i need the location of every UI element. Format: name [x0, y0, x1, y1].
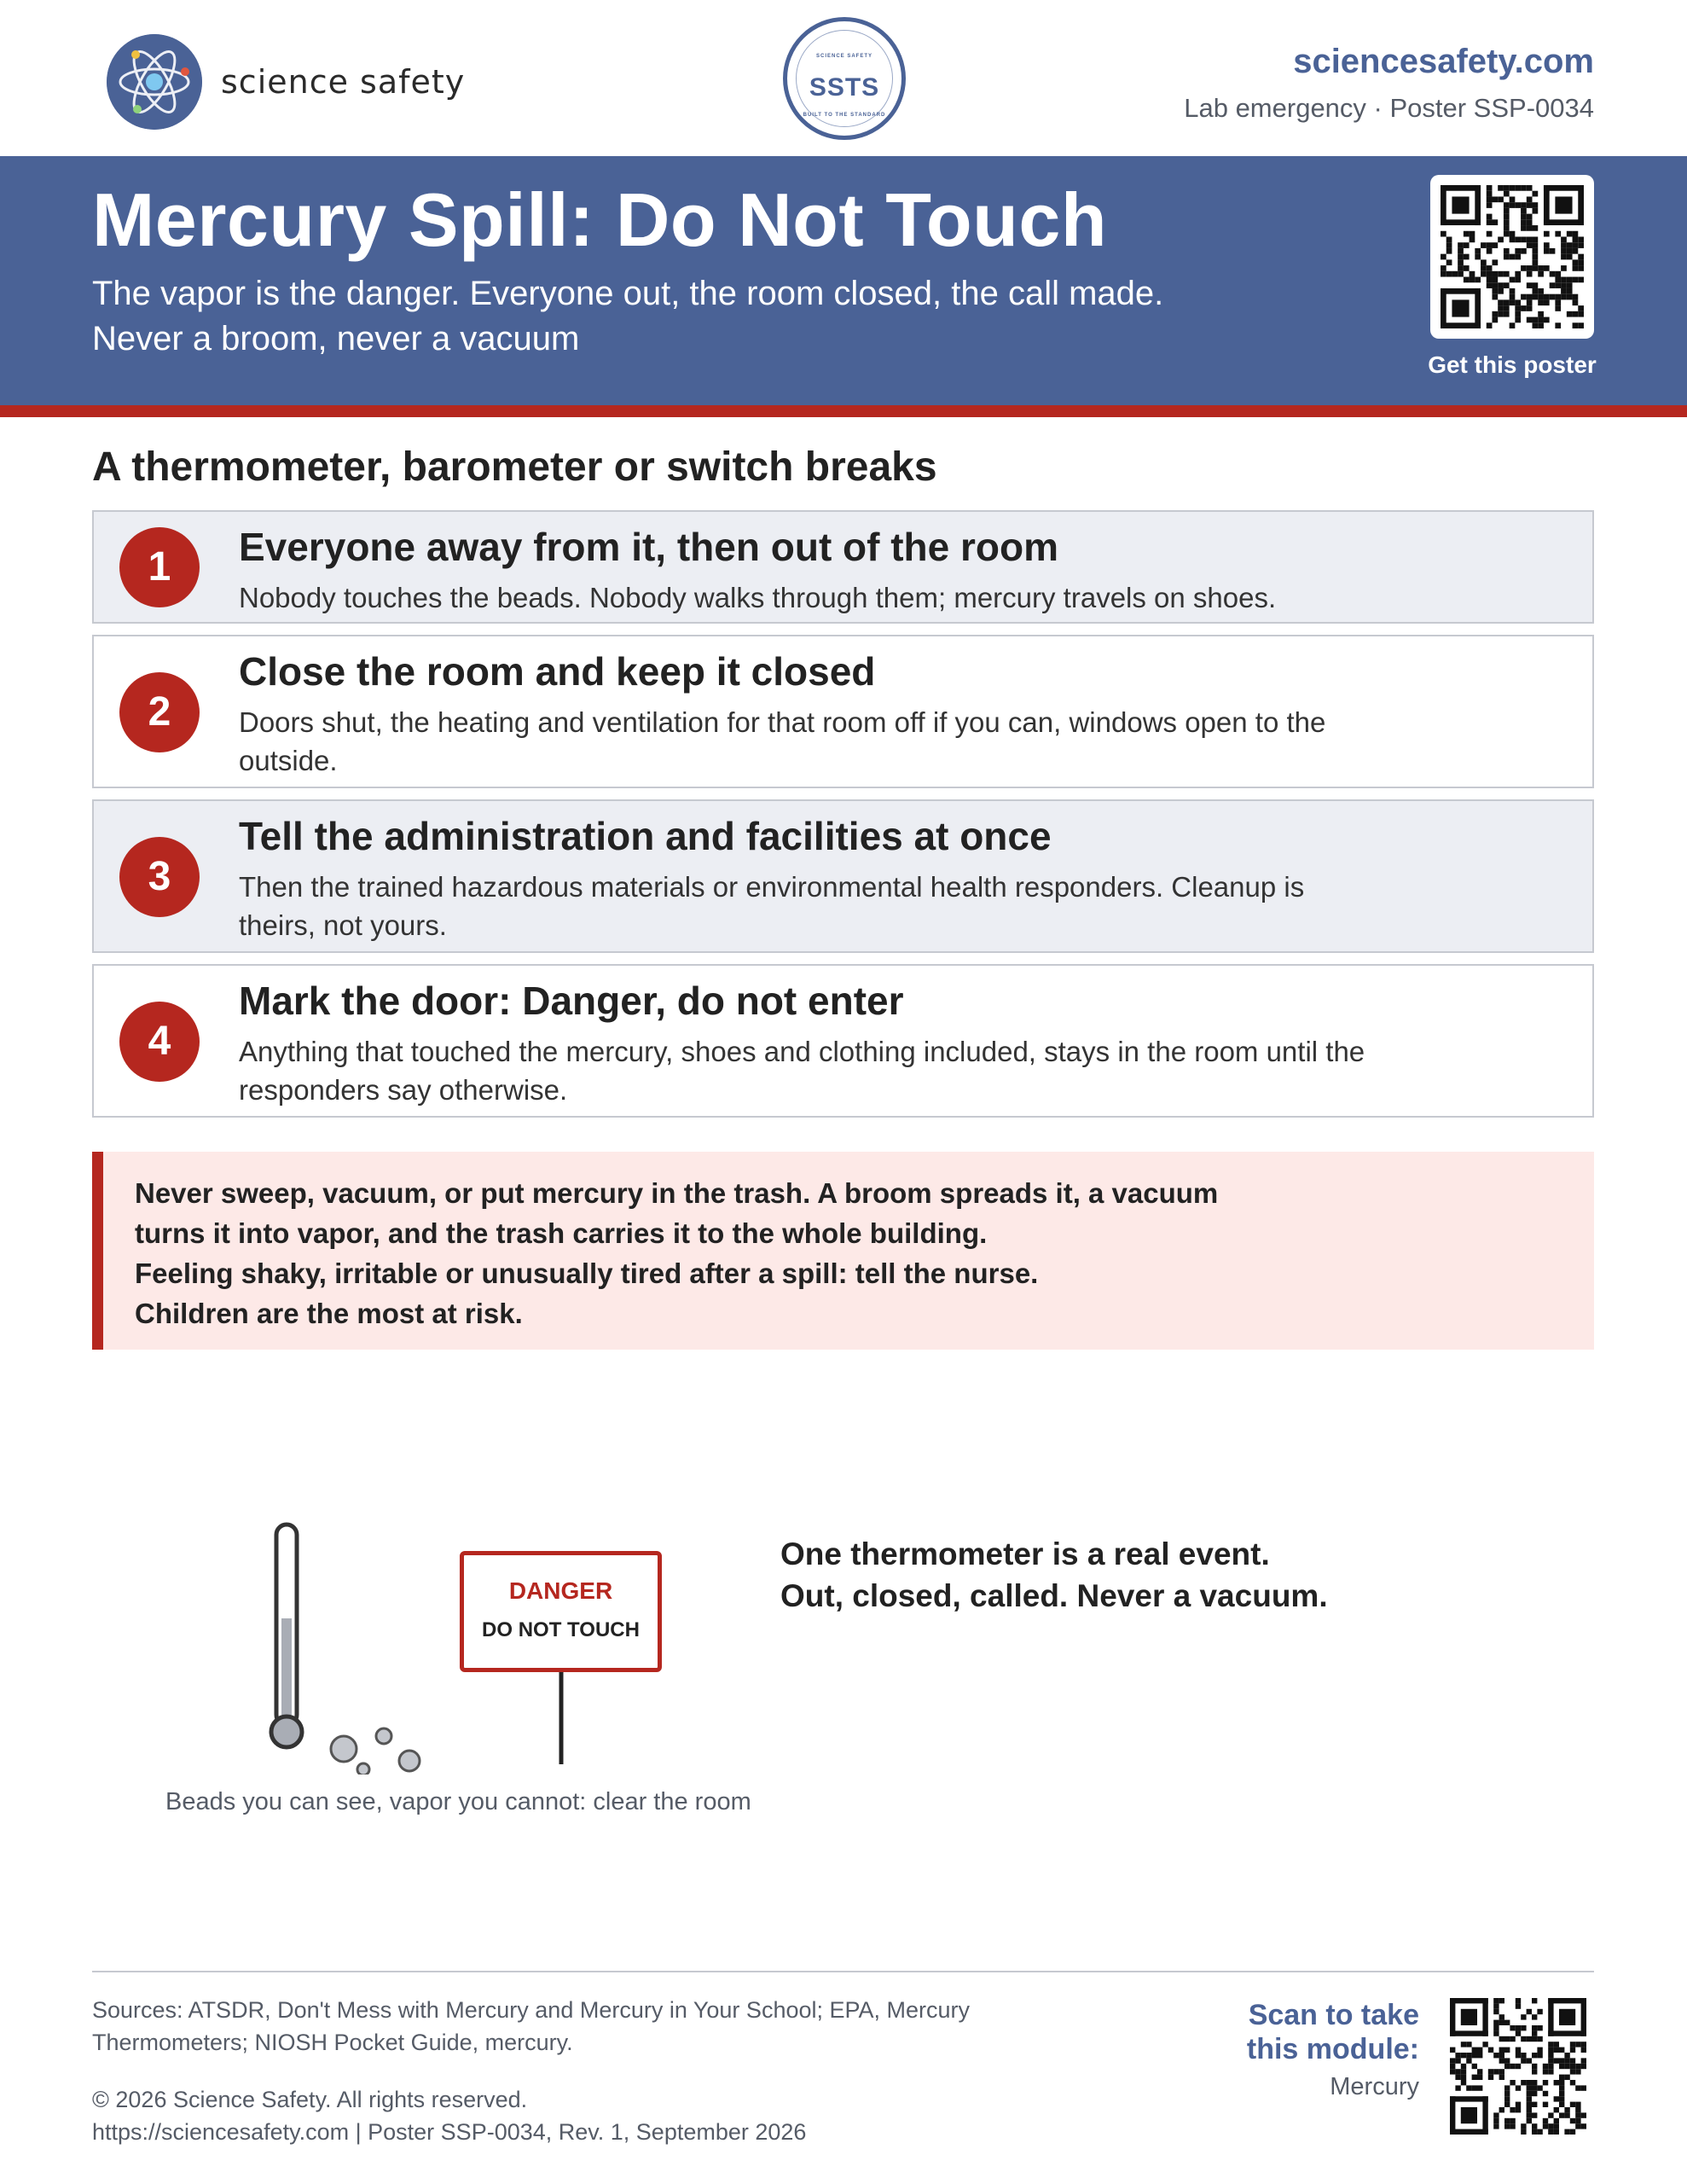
danger-sign-icon [460, 1551, 662, 1672]
scan-label-line: Scan to take [1248, 1999, 1419, 2031]
step-description: Then the trained hazardous materials or environmental health responders. Cleanup is theirs, not yours. [239, 871, 1305, 941]
poster-header [0, 0, 1687, 156]
module-qr-code-icon[interactable] [1450, 1998, 1586, 2135]
sign-sub-text: DO NOT TOUCH [482, 1618, 640, 1641]
module-name: Mercury [1330, 2073, 1419, 2100]
step-title: Everyone away from it, then out of the room [239, 525, 1059, 569]
poster-title: Mercury Spill: Do Not Touch [92, 177, 1108, 262]
copyright-line: © 2026 Science Safety. All rights reserved. [92, 2087, 528, 2112]
thermometer-icon [271, 1525, 302, 1747]
warning-text [135, 1173, 1329, 1333]
brand-name: science safety [221, 63, 466, 101]
mercury-beads-icon [331, 1728, 420, 1774]
warning-line: Children are the most at risk. [135, 1298, 523, 1329]
badge-top-text: SCIENCE SAFETY [815, 54, 872, 59]
illustration-caption: Beads you can see, vapor you cannot: clear the room [165, 1788, 751, 1815]
warning-line: Feeling shaky, irritable or unusually tired after a spill: tell the nurse. [135, 1258, 1039, 1289]
step-description: Doors shut, the heating and ventilation for that room off if you can, windows open to the outside. [239, 706, 1326, 776]
sources: Sources: ATSDR, Don't Mess with Mercury and Mercury in Your School; EPA, Mercury Thermometers; NIOSH Pocket Guide, mercury. [92, 1997, 971, 2055]
step-3 [92, 799, 1594, 953]
sign-danger-text: DANGER [508, 1577, 613, 1604]
badge-main-text: SSTS [809, 73, 880, 102]
poster-info-link[interactable]: https://sciencesafety.com | Poster SSP-0034, Rev. 1, September 2026 [92, 2119, 807, 2145]
qr-caption: Get this poster [1428, 351, 1597, 378]
step-number-badge: 4 [119, 1002, 200, 1082]
step-4 [92, 964, 1594, 1118]
step-number-badge: 1 [119, 527, 200, 607]
atom-icon [107, 34, 202, 130]
step-2 [92, 635, 1594, 788]
banner-divider [0, 405, 1687, 417]
copyright [92, 2083, 806, 2148]
poster-category: Lab emergency · Poster SSP-0034 [1184, 93, 1594, 123]
step-1 [92, 510, 1594, 624]
key-message-line: One thermometer is a real event. [780, 1536, 1270, 1571]
site-info [1184, 43, 1594, 124]
badge-bottom-text: BUILT TO THE STANDARD [803, 113, 886, 118]
step-title: Tell the administration and facilities at once [239, 814, 1052, 858]
scan-label-line: this module: [1246, 2033, 1419, 2065]
warning-line: turns it into vapor, and the trash carries it to the whole building. [135, 1217, 988, 1249]
scan-label [1247, 1998, 1419, 2066]
step-description: Anything that touched the mercury, shoes and clothing included, stays in the room until the responders say otherwise. [239, 1036, 1365, 1106]
step-number-badge: 3 [119, 837, 200, 917]
footer-divider [92, 1971, 1594, 1972]
brand[interactable] [107, 34, 465, 130]
step-number-badge: 2 [119, 672, 200, 752]
section-heading: A thermometer, barometer or switch breaks [92, 444, 937, 490]
step-description: Nobody touches the beads. Nobody walks through them; mercury travels on shoes. [239, 582, 1277, 613]
qr-code-icon [1441, 185, 1584, 328]
step-title: Mark the door: Danger, do not enter [239, 979, 904, 1023]
site-url-link[interactable]: sciencesafety.com [1293, 43, 1594, 80]
key-message [780, 1533, 1328, 1617]
scan-module [1247, 1998, 1419, 2101]
step-title: Close the room and keep it closed [239, 649, 876, 694]
warning-line: Never sweep, vacuum, or put mercury in the trash. A broom spreads it, a vacuum [135, 1177, 1219, 1209]
ssts-seal-icon [783, 17, 906, 140]
key-message-line: Out, closed, called. Never a vacuum. [780, 1578, 1328, 1613]
warning-callout [92, 1152, 1594, 1350]
poster-qr-code[interactable] [1430, 175, 1594, 339]
poster-subtitle: The vapor is the danger. Everyone out, the room closed, the call made. Never a broom, never a vacuum [92, 275, 1164, 357]
